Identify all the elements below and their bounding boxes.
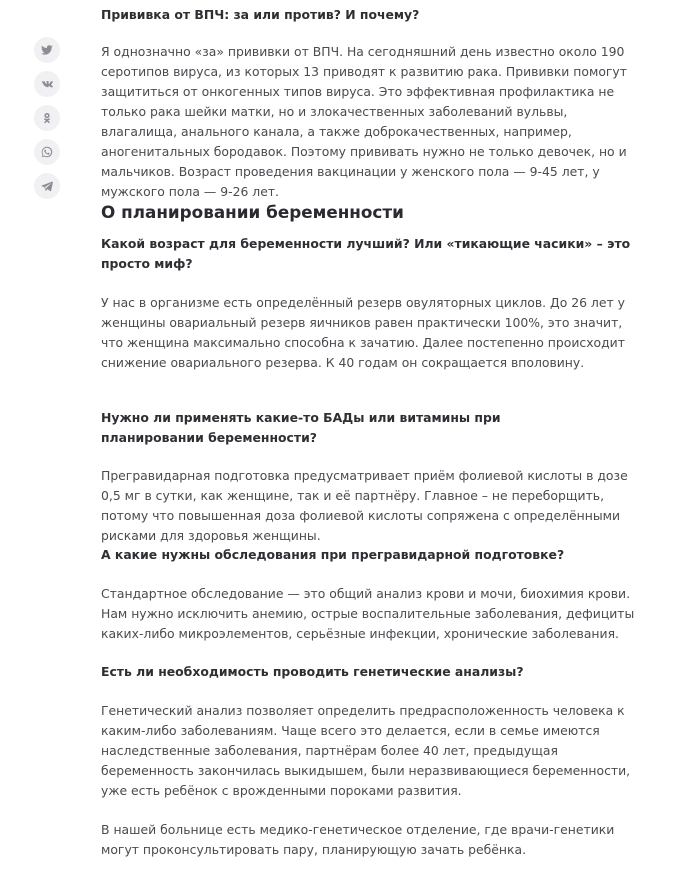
paragraph-genetics-department: В нашей больнице есть медико-генетическое отделение, где врачи-генетики могут проконсультировать пару, планирующую зачать ребёнка. <box>101 822 615 857</box>
question-hpv-vaccination: Прививка от ВПЧ: за или против? И почему? <box>101 7 420 22</box>
answer-examinations: Стандартное обследование — это общий анализ крови и мочи, биохимия крови. Нам нужно исключить анемию, острые воспалительные заболевания, дефициты каких-либо микроэлементов, серьёзные инфекции, хронические заболевания. <box>101 586 635 641</box>
question-genetic-tests: Есть ли необходимость проводить генетические анализы? <box>101 664 524 679</box>
answer-best-age: У нас в организме есть определённый резерв овуляторных циклов. До 26 лет у женщины овариальный резерв яичников равен практически 100%, это значит, что женщина максимально способна к зачатию. Далее постепенно происходит снижение овариального резерва. К 40 годам он сокращается вполовину. <box>101 295 625 370</box>
share-twitter-button[interactable] <box>34 37 60 63</box>
answer-hpv-vaccination: Я однозначно «за» прививки от ВПЧ. На сегодняшний день известно около 190 серотипов вируса, из которых 13 приводят к развитию рака. Прививки помогут защититься от онкогенных типов вируса. Это эффективная профилактика не только рака шейки матки, но и злокачественных заболеваний вульвы, влагалища, анального канала, а также доброкачественных, например, аногенитальных бородавок. Поэтому прививать нужно не только девочек, но и мальчиков. Возраст проведения вакцинации у женского пола — 9-45 лет, у мужского пола — 9-26 лет. <box>101 44 627 199</box>
share-vk-button[interactable] <box>34 71 60 97</box>
question-examinations: А какие нужны обследования при прегравидарной подготовке? <box>101 547 565 562</box>
section-heading-pregnancy-planning: О планировании беременности <box>101 202 404 222</box>
share-whatsapp-button[interactable] <box>34 139 60 165</box>
share-rail <box>34 37 60 207</box>
twitter-icon <box>40 43 54 57</box>
vk-icon <box>40 77 54 91</box>
answer-genetic-tests: Генетический анализ позволяет определить предрасположенность человека к каким-либо заболеваниям. Чаще всего это делается, если в семье имеются наследственные заболевания, партнёрам более 40 лет, предыдущая беременность закончилась выкидышем, были неразвивающиеся беременности, уже есть ребёнок с врожденными пороками развития. <box>101 703 631 798</box>
question-supplements: Нужно ли применять какие-то БАДы или витамины при планировании беременности? <box>101 410 501 445</box>
odnoklassniki-icon <box>40 111 54 125</box>
answer-supplements: Прегравидарная подготовка предусматривает приём фолиевой кислоты в дозе 0,5 мг в сутки, как женщине, так и её партнёру. Главное – не переборщить, потому что повышенная доза фолиевой кислоты сопряжена с определёнными рисками для здоровья женщины. <box>101 468 628 543</box>
telegram-icon <box>40 179 54 193</box>
question-best-age: Какой возраст для беременности лучший? Или «тикающие часики» – это просто миф? <box>101 236 631 271</box>
whatsapp-icon <box>40 145 54 159</box>
share-telegram-button[interactable] <box>34 173 60 199</box>
share-odnoklassniki-button[interactable] <box>34 105 60 131</box>
